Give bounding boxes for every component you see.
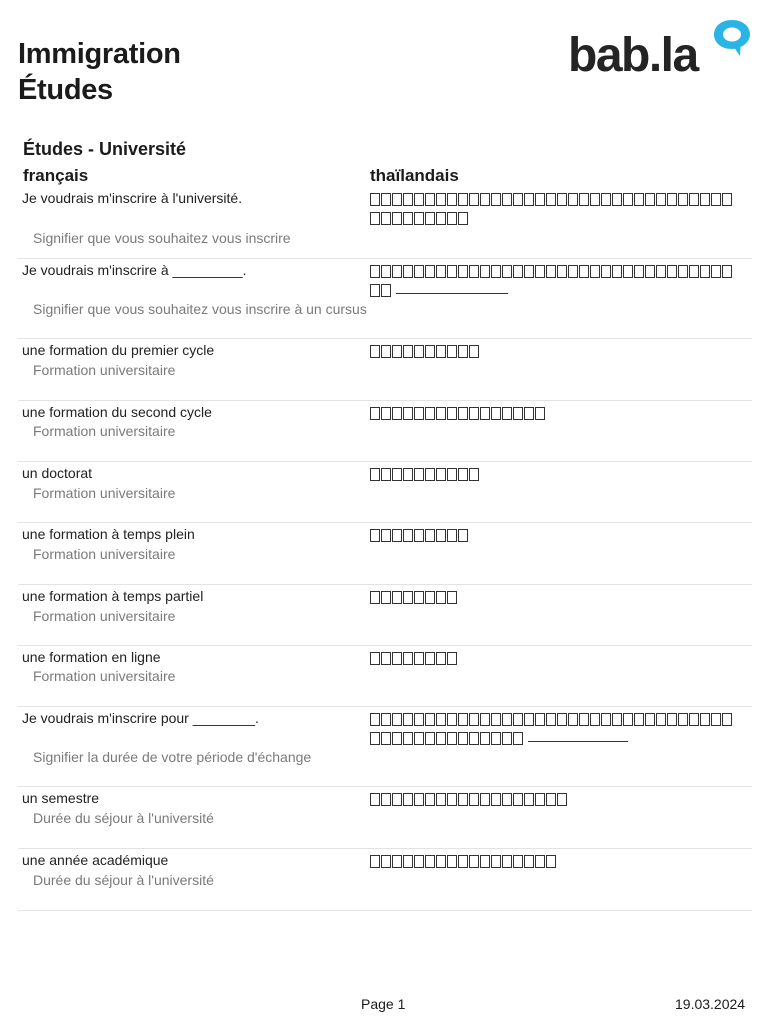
french-phrase: une formation du second cycle: [22, 404, 212, 420]
missing-glyph-box: [436, 468, 446, 481]
thai-translation: [370, 404, 750, 423]
missing-glyph-box: [425, 193, 435, 206]
missing-glyph-box: [447, 732, 457, 745]
missing-glyph-box: [458, 345, 468, 358]
missing-glyph-box: [535, 407, 545, 420]
missing-glyph-box: [557, 713, 567, 726]
document-title-line1: Immigration: [18, 38, 181, 70]
missing-glyph-box: [502, 193, 512, 206]
missing-glyph-box: [414, 193, 424, 206]
missing-glyph-box: [370, 713, 380, 726]
missing-glyph-box: [568, 713, 578, 726]
missing-glyph-box: [392, 193, 402, 206]
missing-glyph-box: [623, 265, 633, 278]
section-title: Études - Université: [23, 139, 187, 159]
missing-glyph-box: [381, 652, 391, 665]
missing-glyph-box: [447, 591, 457, 604]
missing-glyph-box: [458, 855, 468, 868]
document-title-line2: Études: [18, 74, 113, 106]
missing-glyph-box: [458, 529, 468, 542]
missing-glyph-box: [392, 529, 402, 542]
missing-glyph-box: [502, 732, 512, 745]
missing-glyph-box: [392, 652, 402, 665]
missing-glyph-box: [513, 407, 523, 420]
thai-glyph-line: [370, 262, 750, 281]
missing-glyph-box: [469, 732, 479, 745]
missing-glyph-box: [458, 732, 468, 745]
missing-glyph-box: [381, 793, 391, 806]
thai-glyph-line: [370, 729, 750, 748]
missing-glyph-box: [546, 793, 556, 806]
missing-glyph-box: [436, 265, 446, 278]
thai-glyph-line: [370, 342, 750, 361]
missing-glyph-box: [458, 468, 468, 481]
missing-glyph-box: [414, 265, 424, 278]
missing-glyph-box: [623, 713, 633, 726]
missing-glyph-box: [513, 193, 523, 206]
missing-glyph-box: [469, 855, 479, 868]
missing-glyph-box: [689, 265, 699, 278]
missing-glyph-box: [414, 212, 424, 225]
missing-glyph-box: [469, 713, 479, 726]
thai-glyph-line: [370, 790, 750, 809]
missing-glyph-box: [535, 793, 545, 806]
phrase-row: [18, 339, 752, 401]
missing-glyph-box: [524, 407, 534, 420]
missing-glyph-box: [425, 652, 435, 665]
french-phrase: Je voudrais m'inscrire à _________.: [22, 262, 247, 278]
missing-glyph-box: [403, 793, 413, 806]
missing-glyph-box: [722, 265, 732, 278]
missing-glyph-box: [381, 265, 391, 278]
missing-glyph-box: [436, 407, 446, 420]
missing-glyph-box: [513, 265, 523, 278]
missing-glyph-box: [425, 793, 435, 806]
missing-glyph-box: [601, 193, 611, 206]
thai-glyph-line: [370, 710, 750, 729]
missing-glyph-box: [656, 193, 666, 206]
missing-glyph-box: [535, 265, 545, 278]
missing-glyph-box: [524, 713, 534, 726]
missing-glyph-box: [579, 265, 589, 278]
missing-glyph-box: [524, 193, 534, 206]
thai-glyph-line: [370, 649, 750, 668]
missing-glyph-box: [623, 193, 633, 206]
french-phrase: une formation à temps partiel: [22, 588, 204, 604]
document-header: [18, 36, 181, 108]
missing-glyph-box: [414, 529, 424, 542]
thai-translation: [370, 852, 750, 871]
missing-glyph-box: [502, 265, 512, 278]
missing-glyph-box: [370, 468, 380, 481]
missing-glyph-box: [722, 193, 732, 206]
missing-glyph-box: [403, 407, 413, 420]
missing-glyph-box: [381, 591, 391, 604]
fill-in-blank: [528, 729, 628, 742]
missing-glyph-box: [414, 591, 424, 604]
missing-glyph-box: [436, 855, 446, 868]
missing-glyph-box: [700, 265, 710, 278]
missing-glyph-box: [403, 212, 413, 225]
phrase-row: [18, 585, 752, 646]
missing-glyph-box: [700, 713, 710, 726]
missing-glyph-box: [436, 732, 446, 745]
missing-glyph-box: [612, 265, 622, 278]
missing-glyph-box: [370, 212, 380, 225]
missing-glyph-box: [414, 732, 424, 745]
thai-translation: [370, 262, 750, 300]
missing-glyph-box: [491, 855, 501, 868]
missing-glyph-box: [403, 732, 413, 745]
french-phrase: une formation du premier cycle: [22, 342, 215, 358]
missing-glyph-box: [502, 793, 512, 806]
french-phrase: une formation à temps plein: [22, 526, 195, 542]
missing-glyph-box: [689, 713, 699, 726]
missing-glyph-box: [645, 265, 655, 278]
missing-glyph-box: [546, 265, 556, 278]
missing-glyph-box: [392, 793, 402, 806]
missing-glyph-box: [634, 193, 644, 206]
missing-glyph-box: [370, 265, 380, 278]
missing-glyph-box: [667, 713, 677, 726]
phrase-row: [18, 401, 752, 462]
missing-glyph-box: [601, 713, 611, 726]
missing-glyph-box: [425, 345, 435, 358]
missing-glyph-box: [513, 855, 523, 868]
thai-glyph-line: [370, 526, 750, 545]
missing-glyph-box: [403, 652, 413, 665]
missing-glyph-box: [491, 193, 501, 206]
missing-glyph-box: [370, 732, 380, 745]
missing-glyph-box: [447, 652, 457, 665]
phrase-row: [18, 187, 752, 259]
missing-glyph-box: [458, 407, 468, 420]
missing-glyph-box: [656, 713, 666, 726]
missing-glyph-box: [425, 468, 435, 481]
missing-glyph-box: [381, 855, 391, 868]
missing-glyph-box: [678, 265, 688, 278]
missing-glyph-box: [535, 713, 545, 726]
missing-glyph-box: [370, 193, 380, 206]
missing-glyph-box: [480, 732, 490, 745]
missing-glyph-box: [370, 652, 380, 665]
babla-logo: [566, 16, 756, 82]
missing-glyph-box: [381, 732, 391, 745]
missing-glyph-box: [700, 193, 710, 206]
usage-note: Formation universitaire: [33, 608, 176, 624]
missing-glyph-box: [425, 265, 435, 278]
missing-glyph-box: [612, 713, 622, 726]
missing-glyph-box: [370, 529, 380, 542]
missing-glyph-box: [447, 793, 457, 806]
missing-glyph-box: [436, 591, 446, 604]
missing-glyph-box: [447, 212, 457, 225]
missing-glyph-box: [689, 193, 699, 206]
thai-translation: [370, 465, 750, 484]
missing-glyph-box: [568, 193, 578, 206]
missing-glyph-box: [447, 713, 457, 726]
missing-glyph-box: [469, 345, 479, 358]
missing-glyph-box: [645, 713, 655, 726]
thai-translation: [370, 342, 750, 361]
missing-glyph-box: [447, 529, 457, 542]
missing-glyph-box: [447, 265, 457, 278]
missing-glyph-box: [414, 855, 424, 868]
missing-glyph-box: [381, 713, 391, 726]
missing-glyph-box: [557, 265, 567, 278]
missing-glyph-box: [601, 265, 611, 278]
missing-glyph-box: [480, 855, 490, 868]
missing-glyph-box: [425, 591, 435, 604]
speech-bubble-icon: [709, 16, 755, 62]
missing-glyph-box: [425, 713, 435, 726]
missing-glyph-box: [678, 193, 688, 206]
thai-glyph-line: [370, 465, 750, 484]
missing-glyph-box: [403, 345, 413, 358]
missing-glyph-box: [392, 345, 402, 358]
missing-glyph-box: [667, 193, 677, 206]
missing-glyph-box: [535, 855, 545, 868]
missing-glyph-box: [447, 407, 457, 420]
missing-glyph-box: [546, 713, 556, 726]
missing-glyph-box: [480, 713, 490, 726]
thai-translation: [370, 588, 750, 607]
missing-glyph-box: [414, 713, 424, 726]
missing-glyph-box: [612, 193, 622, 206]
missing-glyph-box: [480, 265, 490, 278]
missing-glyph-box: [513, 793, 523, 806]
missing-glyph-box: [711, 713, 721, 726]
missing-glyph-box: [392, 265, 402, 278]
missing-glyph-box: [513, 732, 523, 745]
missing-glyph-box: [491, 713, 501, 726]
missing-glyph-box: [480, 193, 490, 206]
french-phrase: Je voudrais m'inscrire pour ________.: [22, 710, 259, 726]
missing-glyph-box: [469, 265, 479, 278]
phrase-list: [18, 187, 752, 911]
usage-note: Signifier la durée de votre période d'échange: [33, 749, 312, 765]
missing-glyph-box: [436, 193, 446, 206]
missing-glyph-box: [645, 193, 655, 206]
phrase-row: [18, 707, 752, 787]
missing-glyph-box: [546, 193, 556, 206]
missing-glyph-box: [436, 713, 446, 726]
usage-note: Signifier que vous souhaitez vous inscrire à un cursus: [33, 301, 367, 317]
fill-in-blank: [396, 281, 508, 294]
missing-glyph-box: [634, 713, 644, 726]
missing-glyph-box: [524, 855, 534, 868]
missing-glyph-box: [458, 193, 468, 206]
missing-glyph-box: [392, 591, 402, 604]
usage-note: Durée du séjour à l'université: [33, 872, 214, 888]
missing-glyph-box: [678, 713, 688, 726]
missing-glyph-box: [469, 468, 479, 481]
missing-glyph-box: [414, 468, 424, 481]
missing-glyph-box: [425, 529, 435, 542]
usage-note: Durée du séjour à l'université: [33, 810, 214, 826]
missing-glyph-box: [469, 193, 479, 206]
usage-note: Formation universitaire: [33, 485, 176, 501]
missing-glyph-box: [403, 193, 413, 206]
french-phrase: Je voudrais m'inscrire à l'université.: [22, 190, 243, 206]
missing-glyph-box: [634, 265, 644, 278]
thai-translation: [370, 710, 750, 748]
missing-glyph-box: [535, 193, 545, 206]
missing-glyph-box: [722, 713, 732, 726]
missing-glyph-box: [392, 468, 402, 481]
missing-glyph-box: [513, 713, 523, 726]
missing-glyph-box: [502, 713, 512, 726]
missing-glyph-box: [590, 713, 600, 726]
missing-glyph-box: [579, 713, 589, 726]
missing-glyph-box: [392, 855, 402, 868]
thai-translation: [370, 649, 750, 668]
usage-note: Formation universitaire: [33, 668, 176, 684]
missing-glyph-box: [381, 345, 391, 358]
phrase-row: [18, 646, 752, 707]
missing-glyph-box: [447, 345, 457, 358]
missing-glyph-box: [590, 193, 600, 206]
missing-glyph-box: [502, 407, 512, 420]
missing-glyph-box: [491, 265, 501, 278]
missing-glyph-box: [436, 345, 446, 358]
missing-glyph-box: [436, 529, 446, 542]
missing-glyph-box: [447, 468, 457, 481]
missing-glyph-box: [381, 468, 391, 481]
usage-note: Formation universitaire: [33, 362, 176, 378]
missing-glyph-box: [381, 529, 391, 542]
missing-glyph-box: [436, 652, 446, 665]
column-header-thai: thaïlandais: [370, 166, 459, 185]
missing-glyph-box: [469, 793, 479, 806]
missing-glyph-box: [370, 407, 380, 420]
missing-glyph-box: [392, 732, 402, 745]
missing-glyph-box: [403, 591, 413, 604]
phrase-row: [18, 462, 752, 523]
missing-glyph-box: [414, 345, 424, 358]
missing-glyph-box: [590, 265, 600, 278]
missing-glyph-box: [546, 855, 556, 868]
missing-glyph-box: [447, 855, 457, 868]
missing-glyph-box: [403, 529, 413, 542]
missing-glyph-box: [711, 193, 721, 206]
missing-glyph-box: [414, 407, 424, 420]
missing-glyph-box: [436, 212, 446, 225]
missing-glyph-box: [458, 793, 468, 806]
missing-glyph-box: [502, 855, 512, 868]
thai-translation: [370, 790, 750, 809]
usage-note: Formation universitaire: [33, 546, 176, 562]
missing-glyph-box: [392, 713, 402, 726]
missing-glyph-box: [557, 793, 567, 806]
thai-glyph-line: [370, 588, 750, 607]
missing-glyph-box: [425, 407, 435, 420]
phrase-row: [18, 849, 752, 911]
missing-glyph-box: [414, 652, 424, 665]
missing-glyph-box: [711, 265, 721, 278]
missing-glyph-box: [667, 265, 677, 278]
page-number: Page 1: [361, 996, 406, 1012]
thai-glyph-line: [370, 190, 750, 209]
missing-glyph-box: [436, 793, 446, 806]
missing-glyph-box: [403, 713, 413, 726]
missing-glyph-box: [568, 265, 578, 278]
thai-glyph-line: [370, 852, 750, 871]
missing-glyph-box: [480, 793, 490, 806]
usage-note: Formation universitaire: [33, 423, 176, 439]
missing-glyph-box: [579, 193, 589, 206]
missing-glyph-box: [370, 345, 380, 358]
missing-glyph-box: [491, 793, 501, 806]
missing-glyph-box: [447, 193, 457, 206]
french-phrase: une année académique: [22, 852, 169, 868]
missing-glyph-box: [403, 855, 413, 868]
missing-glyph-box: [370, 591, 380, 604]
thai-glyph-line: [370, 404, 750, 423]
thai-glyph-line: [370, 209, 750, 228]
missing-glyph-box: [370, 855, 380, 868]
missing-glyph-box: [425, 732, 435, 745]
french-phrase: un semestre: [22, 790, 100, 806]
missing-glyph-box: [458, 713, 468, 726]
french-phrase: une formation en ligne: [22, 649, 161, 665]
thai-translation: [370, 190, 750, 228]
missing-glyph-box: [458, 265, 468, 278]
missing-glyph-box: [392, 212, 402, 225]
missing-glyph-box: [425, 212, 435, 225]
missing-glyph-box: [458, 212, 468, 225]
phrase-row: [18, 259, 752, 339]
missing-glyph-box: [656, 265, 666, 278]
missing-glyph-box: [469, 407, 479, 420]
french-phrase: un doctorat: [22, 465, 93, 481]
logo-text: bab.la: [568, 29, 698, 82]
thai-glyph-line: [370, 281, 750, 300]
missing-glyph-box: [524, 793, 534, 806]
missing-glyph-box: [524, 265, 534, 278]
missing-glyph-box: [491, 407, 501, 420]
missing-glyph-box: [381, 407, 391, 420]
column-header-french: français: [23, 166, 89, 185]
phrase-row: [18, 523, 752, 585]
missing-glyph-box: [392, 407, 402, 420]
missing-glyph-box: [491, 732, 501, 745]
thai-translation: [370, 526, 750, 545]
missing-glyph-box: [381, 212, 391, 225]
phrase-row: [18, 787, 752, 849]
missing-glyph-box: [480, 407, 490, 420]
missing-glyph-box: [370, 284, 380, 297]
missing-glyph-box: [414, 793, 424, 806]
document-date: 19.03.2024: [675, 996, 746, 1012]
missing-glyph-box: [370, 793, 380, 806]
missing-glyph-box: [403, 468, 413, 481]
missing-glyph-box: [425, 855, 435, 868]
usage-note: Signifier que vous souhaitez vous inscrire: [33, 230, 291, 246]
missing-glyph-box: [557, 193, 567, 206]
missing-glyph-box: [381, 193, 391, 206]
missing-glyph-box: [403, 265, 413, 278]
missing-glyph-box: [381, 284, 391, 297]
